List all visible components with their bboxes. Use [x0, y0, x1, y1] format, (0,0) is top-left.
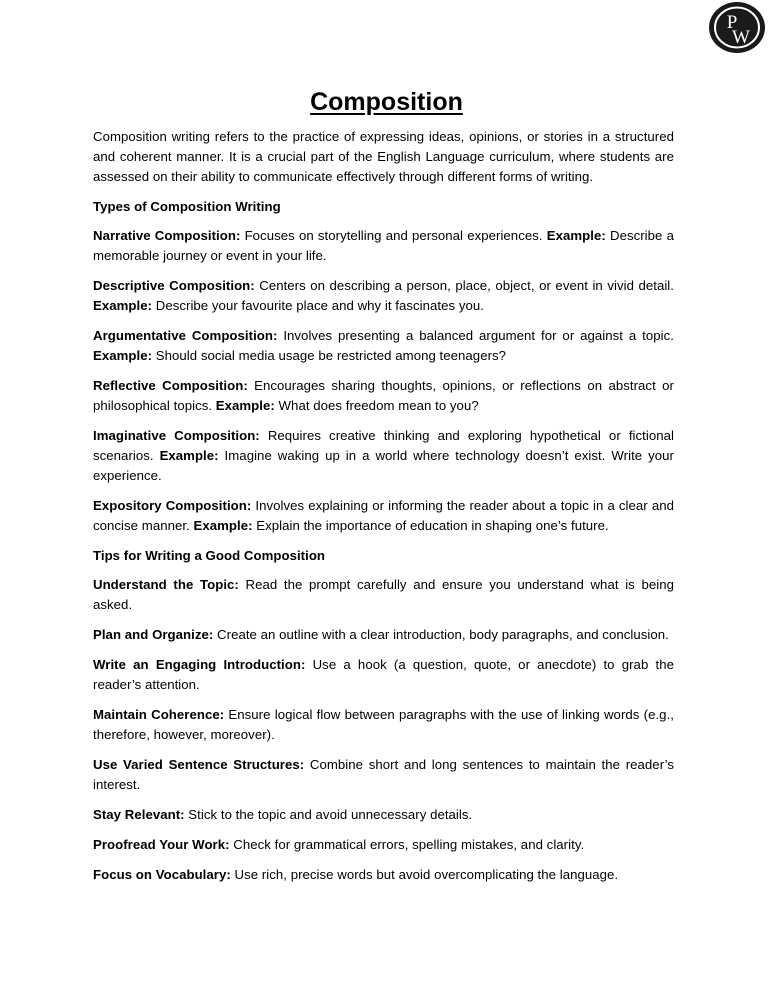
tip-description: Use a hook (a question, quote, or anecdote) to grab the reader’s attention.	[93, 657, 674, 692]
tip-term: Understand the Topic:	[93, 577, 239, 592]
tip-item	[93, 755, 674, 795]
tip-description: Read the prompt carefully and ensure you understand what is being asked.	[93, 577, 674, 612]
pw-logo	[708, 1, 766, 54]
type-term: Reflective Composition:	[93, 378, 248, 393]
type-description: Requires creative thinking and exploring hypothetical or fictional scenarios.	[93, 428, 674, 463]
tips-heading: Tips for Writing a Good Composition	[93, 548, 326, 563]
tip-description: Use rich, precise words but avoid overcomplicating the language.	[230, 867, 619, 882]
intro-paragraph: Composition writing refers to the practice of expressing ideas, opinions, or stories in a structured and coherent manner. It is a crucial part of the English Language curriculum, where students are assessed on their ability to communicate effectively through different forms of writing.	[93, 129, 674, 184]
page-title: Composition	[310, 88, 463, 116]
example-text: Describe a memorable journey or event in your life.	[93, 228, 674, 263]
example-label: Example:	[215, 398, 275, 413]
type-description: Centers on describing a person, place, object, or event in vivid detail.	[254, 278, 674, 293]
example-text: What does freedom mean to you?	[274, 398, 479, 413]
tip-term: Use Varied Sentence Structures:	[93, 757, 305, 772]
example-text: Should social media usage be restricted among teenagers?	[152, 348, 507, 363]
type-description: Focuses on storytelling and personal experiences.	[240, 228, 547, 243]
tip-term: Plan and Organize:	[93, 627, 214, 642]
type-term: Narrative Composition:	[93, 228, 241, 243]
tip-description: Check for grammatical errors, spelling mistakes, and clarity.	[229, 837, 585, 852]
type-description: Involves presenting a balanced argument for or against a topic.	[277, 328, 674, 343]
type-description: Encourages sharing thoughts, opinions, or reflections on abstract or philosophical topics.	[93, 378, 674, 413]
composition-type-item	[93, 326, 674, 366]
logo-letter-p: P	[726, 12, 738, 33]
tip-term: Maintain Coherence:	[93, 707, 225, 722]
tip-item	[93, 865, 674, 885]
example-label: Example:	[93, 298, 153, 313]
tip-description: Ensure logical flow between paragraphs with the use of linking words (e.g., therefore, however, moreover).	[93, 707, 674, 742]
composition-type-item	[93, 276, 674, 316]
composition-type-item	[93, 496, 674, 536]
tip-term: Proofread Your Work:	[93, 837, 230, 852]
tip-term: Write an Engaging Introduction:	[93, 657, 306, 672]
composition-type-item	[93, 426, 674, 486]
composition-type-item	[93, 226, 674, 266]
tips-list	[93, 575, 674, 885]
tip-item	[93, 575, 674, 615]
type-term: Argumentative Composition:	[93, 328, 278, 343]
tip-description: Stick to the topic and avoid unnecessary details.	[184, 807, 473, 822]
tip-term: Stay Relevant:	[93, 807, 185, 822]
example-label: Example:	[159, 448, 219, 463]
type-term: Descriptive Composition:	[93, 278, 255, 293]
example-text: Explain the importance of education in shaping one’s future.	[252, 518, 609, 533]
type-description: Involves explaining or informing the reader about a topic in a clear and concise manner.	[93, 498, 674, 533]
tip-item	[93, 835, 674, 855]
tip-description: Combine short and long sentences to maintain the reader’s interest.	[93, 757, 675, 792]
document-body	[93, 86, 674, 895]
tip-description: Create an outline with a clear introduction, body paragraphs, and conclusion.	[213, 627, 669, 642]
logo-letter-w: W	[732, 27, 750, 48]
types-list	[93, 226, 674, 536]
example-label: Example:	[193, 518, 253, 533]
type-term: Imaginative Composition:	[93, 428, 260, 443]
composition-type-item	[93, 376, 674, 416]
tip-item	[93, 805, 674, 825]
example-text: Describe your favourite place and why it fascinates you.	[152, 298, 485, 313]
example-label: Example:	[546, 228, 606, 243]
type-term: Expository Composition:	[93, 498, 252, 513]
tip-item	[93, 655, 674, 695]
tip-item	[93, 705, 674, 745]
tip-term: Focus on Vocabulary:	[93, 867, 231, 882]
example-label: Example:	[93, 348, 153, 363]
example-text: Imagine waking up in a world where technology doesn’t exist. Write your experience.	[93, 448, 674, 483]
types-heading: Types of Composition Writing	[93, 199, 281, 214]
tip-item	[93, 625, 674, 645]
